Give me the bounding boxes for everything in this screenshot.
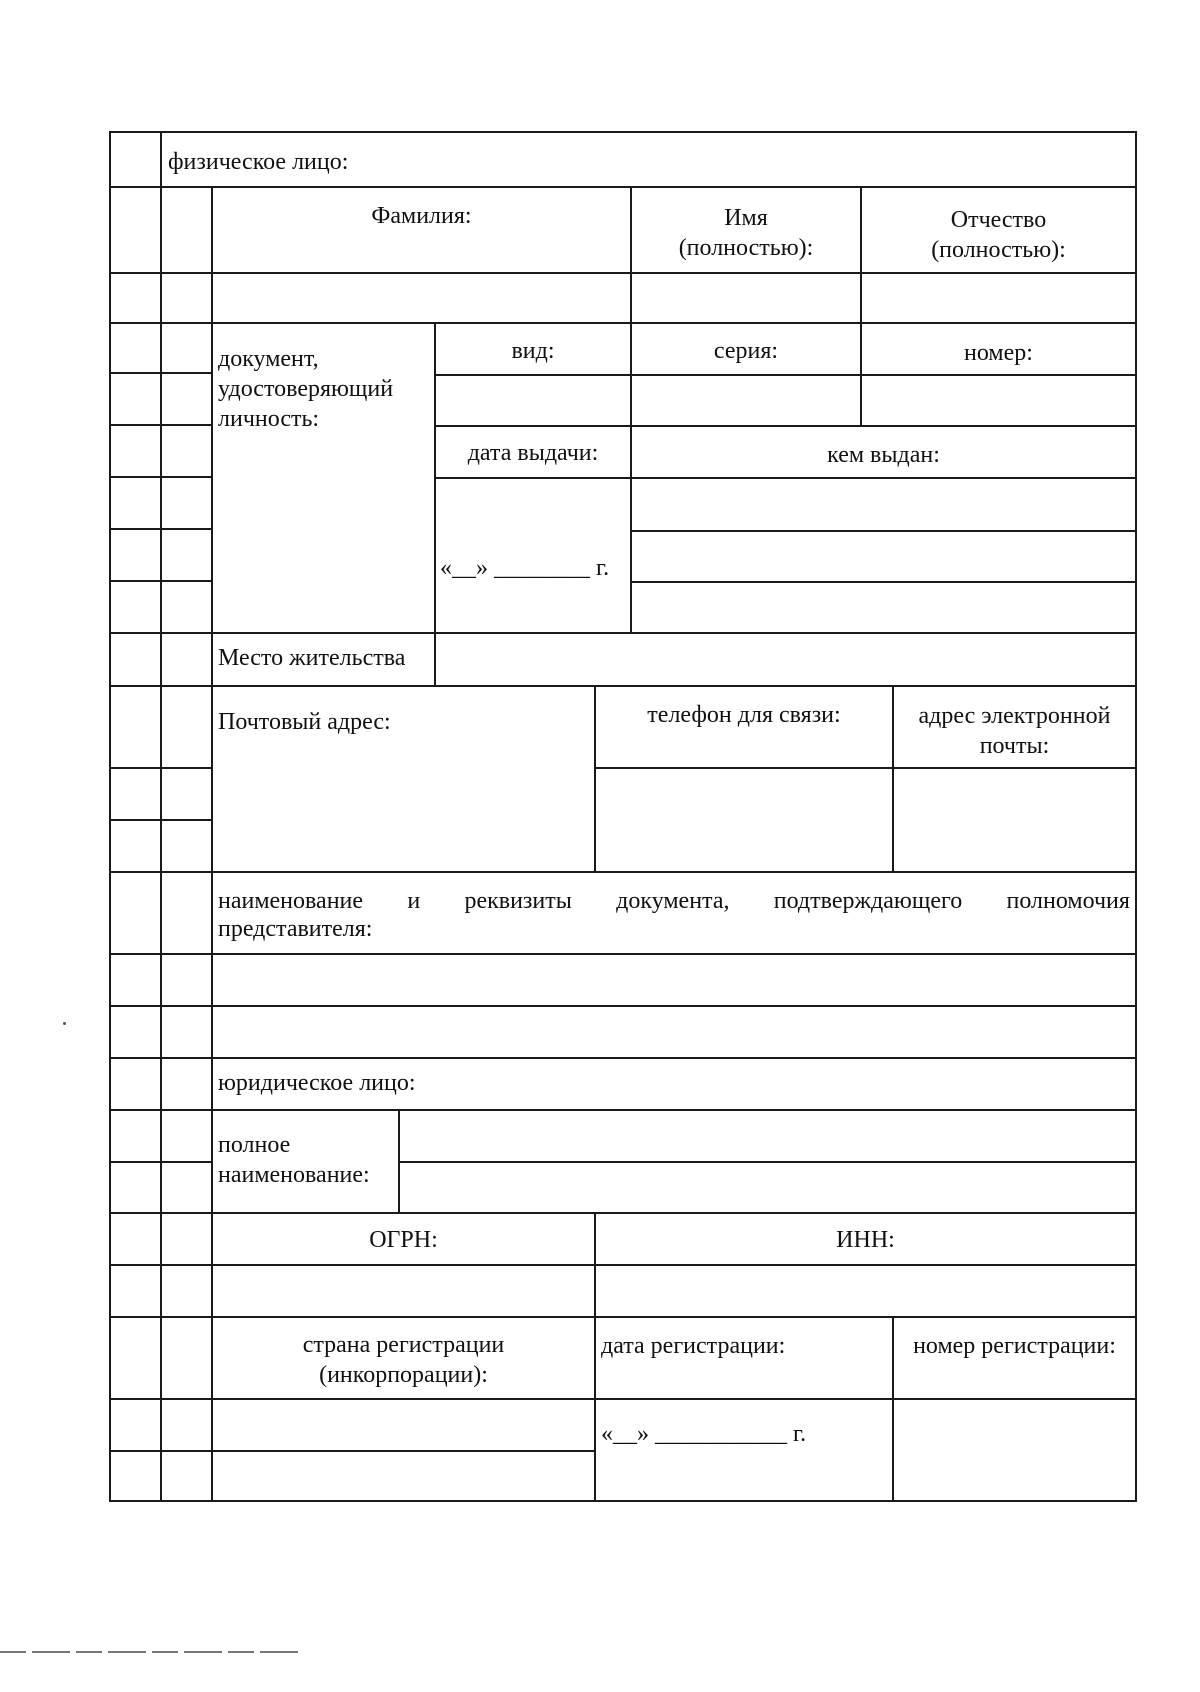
residence-field[interactable] [436,634,1135,685]
id-document-label-line1: документ, [218,346,319,372]
authority-word: реквизиты [464,888,572,914]
legal-entity-heading: юридическое лицо: [218,1070,416,1096]
frame-left [109,131,111,1502]
ogrn-label: ОГРН: [369,1227,438,1253]
doc-type-label: вид: [511,338,555,364]
surname-label: Фамилия: [371,203,472,229]
rule [109,1057,1137,1059]
full-name-label-line1: полное [218,1132,291,1158]
rule-left [109,372,213,374]
country-field[interactable] [213,1400,594,1500]
col-divider-1 [160,131,162,1502]
postal-address-field[interactable] [213,740,594,871]
authority-word: и [407,888,421,914]
full-name-field[interactable] [400,1111,1135,1212]
authority-document-field[interactable] [213,955,1135,1057]
rule [109,1316,1137,1318]
surname-field[interactable] [213,274,630,322]
rule-left [109,819,213,821]
rule [109,322,1137,324]
frame-top [109,131,1137,133]
registration-number-label: номер регистрации: [913,1333,1116,1359]
residence-label: Место жительства [218,645,406,671]
country-label-line1: страна регистрации [302,1332,505,1358]
email-field[interactable] [894,769,1135,871]
inn-field[interactable] [596,1266,1135,1316]
rule-left [109,1161,213,1163]
doc-type-field[interactable] [436,376,630,425]
frame-right [1135,131,1137,1502]
patronymic-label-line2: (полностью): [931,237,1066,263]
individual-heading: физическое лицо: [168,149,349,175]
rule-left [109,580,213,582]
full-name-label-line2: наименование: [218,1162,370,1188]
rule [109,186,1137,188]
issue-date-blank: «__» ________ г. [440,555,610,581]
authority-word: подтверждающего [773,888,963,914]
authority-document-label-line1 [218,886,1130,916]
issued-by-field[interactable] [632,479,1135,632]
name-label-line1: Имя [724,205,768,231]
doc-series-label: серия: [713,338,779,364]
issue-date-field[interactable] [436,479,630,632]
scan-speck [63,1022,66,1025]
postal-address-label: Почтовый адрес: [218,709,391,735]
ogrn-field[interactable] [213,1266,594,1316]
email-label-line2: почты: [979,733,1050,759]
rule [434,425,1137,427]
registration-date-field[interactable] [596,1400,892,1500]
rule-left [109,767,213,769]
country-label-line2: (инкорпорации): [319,1362,488,1388]
id-document-label-line2: удостоверяющий [218,376,394,402]
patronymic-label-line1: Отчество [950,207,1047,233]
authority-word: документа, [616,888,730,914]
rule [109,1212,1137,1214]
registration-number-field[interactable] [894,1400,1135,1500]
issue-date-label: дата выдачи: [467,440,599,466]
issued-by-label: кем выдан: [827,442,940,468]
rule-left [109,1450,213,1452]
phone-label: телефон для связи: [647,702,841,728]
patronymic-field[interactable] [862,274,1135,322]
email-label-line1: адрес электронной [918,703,1111,729]
scan-edge-mark [0,1651,300,1653]
rule [109,685,1137,687]
doc-series-field[interactable] [632,376,860,425]
doc-number-label: номер: [964,340,1033,366]
authority-word: наименование [218,888,364,914]
authority-word: полномочия [1006,888,1130,914]
id-document-label-line3: личность: [218,406,320,432]
name-label-line2: (полностью): [678,235,814,261]
authority-document-label-line2: представителя: [218,916,373,942]
frame-bottom [109,1500,1137,1502]
rule-left [109,476,213,478]
rule-left [109,424,213,426]
inn-label: ИНН: [836,1227,895,1253]
rule-left [109,528,213,530]
name-field[interactable] [632,274,860,322]
registration-date-blank: «__» ___________ г. [601,1421,807,1447]
registration-date-label: дата регистрации: [601,1333,786,1359]
phone-field[interactable] [596,769,892,871]
rule [109,871,1137,873]
doc-number-field[interactable] [862,376,1135,425]
